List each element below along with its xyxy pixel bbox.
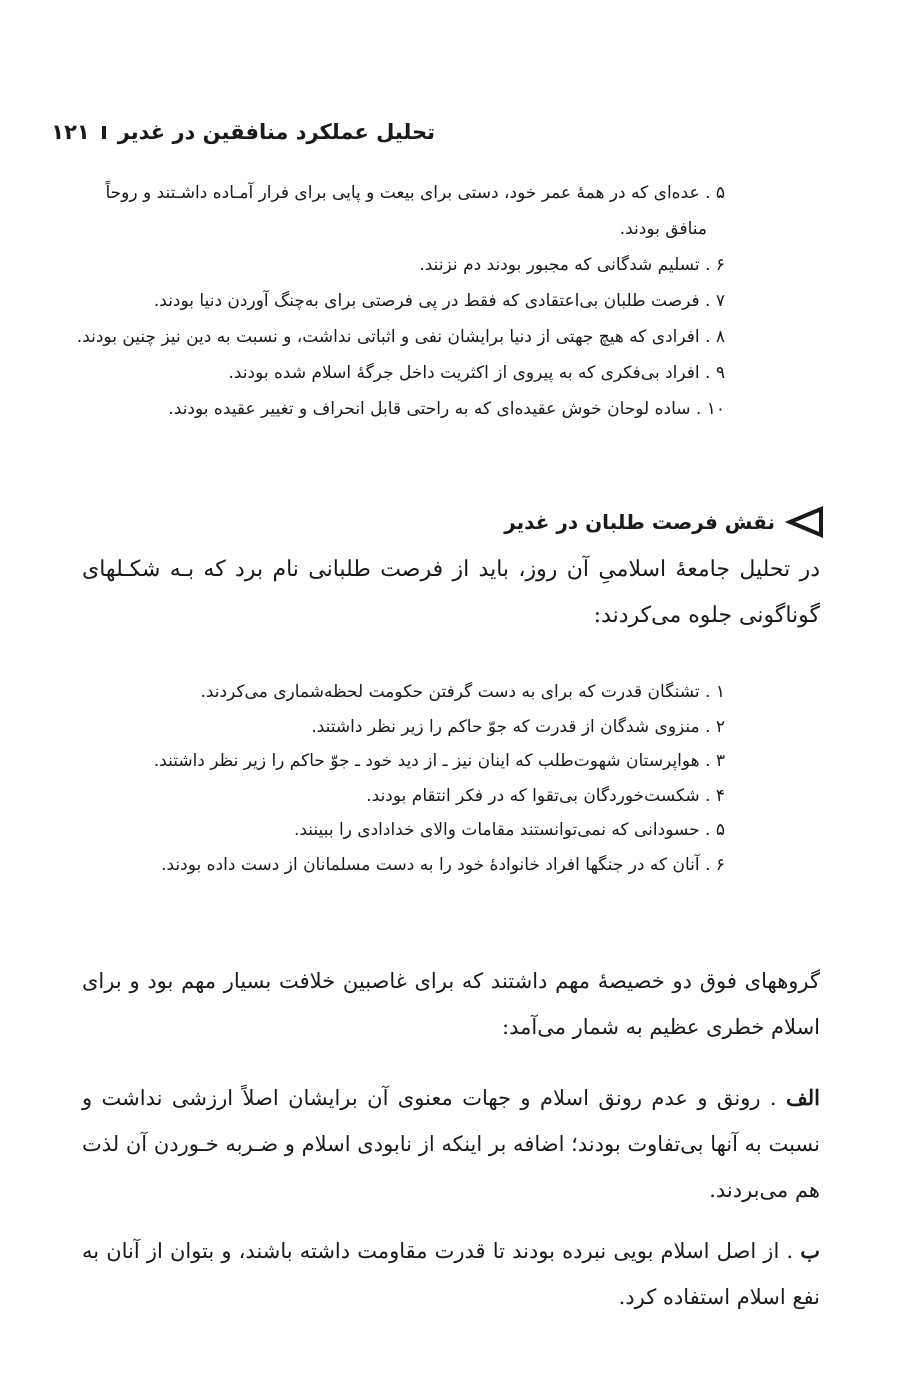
list-item: ۲ . منزوی شدگان از قدرت که جوّ حاکم را زیر نظر داشتند. [311, 716, 725, 737]
list-item: ۴ . شکست‌خوردگان بی‌تقوا که در فکر انتقام بودند. [366, 785, 725, 806]
list-hypocrite-types [76, 175, 725, 427]
list-item: ۱۰ . ساده لوحان خوش عقیده‌ای که به راحتی قابل انحراف و تغییر عقیده بودند. [168, 399, 725, 419]
list-item-continuation: منافق بودند. [619, 219, 707, 239]
triangle-marker-icon [785, 505, 825, 539]
page-number: ۱۲۱ [51, 120, 90, 144]
paragraph-label: ب [800, 1238, 820, 1263]
list-item: ۵ . عده‌ای که در همهٔ عمر خود، دستی برای بیعت و پایی برای فرار آمـاده داشـتند و روحاً [105, 183, 725, 203]
list-item: ۳ . هواپرستان شهوت‌طلب که اینان نیز ـ از دید خود ـ جوّ حاکم را زیر نظر داشتند. [153, 751, 725, 771]
paragraph-label: الف [786, 1085, 820, 1110]
paragraph-text: . از اصل اسلام بویی نبرده بودند تا قدرت مقاومت داشته باشند، و بتوان از آنان به نفع اسلام استفاده کرد. [82, 1239, 820, 1309]
paragraph-text: . رونق و عدم رونق اسلام و جهات معنوی آن برایشان اصلاً ارزشی نداشت و نسبت به آنها بی‌تفاوت بودند؛ اضافه بر اینکه از نابودی اسلام و ضـربه خـوردن آن لذت هم می‌بردند. [82, 1086, 820, 1202]
header-title: تحلیل عملکرد منافقین در غدیر [117, 120, 435, 144]
paragraph-two-traits: گروههای فوق دو خصیصهٔ مهم داشتند که برای غاصبین خلافت بسیار مهم بود و برای اسلام خطری عظیم به شمار می‌آمد: [82, 969, 820, 1039]
section-intro: در تحلیل جامعهٔ اسلامیِ آن روز، باید از فرصت طلبانی نام برد که بـه شکـلهای گوناگونی جلوه می‌کردند: [82, 557, 820, 628]
section-title: نقش فرصت طلبان در غدیر [504, 510, 775, 534]
list-item: ۷ . فرصت طلبان بی‌اعتقادی که فقط در پی فرصتی برای به‌چنگ آوردن دنیا بودند. [153, 291, 725, 311]
running-header [51, 112, 435, 152]
list-item: ۹ . افراد بی‌فکری که به پیروی از اکثریت داخل جرگهٔ اسلام شده بودند. [228, 363, 725, 383]
list-opportunist-types [140, 675, 725, 882]
list-item: ۵ . حسودانی که نمی‌توانستند مقامات والای خدادادی را ببینند. [293, 820, 725, 840]
header-square-separator-icon [102, 126, 106, 139]
list-item: ۱ . تشنگان قدرت که برای به دست گرفتن حکومت لحظه‌شماری می‌کردند. [200, 682, 725, 702]
paragraph-alef [82, 1075, 820, 1213]
section-heading [400, 500, 825, 544]
list-item: ۶ . آنان که در جنگها افراد خانوادهٔ خود را به دست مسلمانان از دست داده بودند. [161, 854, 725, 875]
paragraph-be [82, 1228, 820, 1320]
list-item: ۸ . افرادی که هیچ جهتی از دنیا برایشان نفی و اثباتی نداشت، و نسبت به دین نیز چنین بودند. [76, 327, 725, 347]
list-item: ۶ . تسلیم شدگانی که مجبور بودند دم نزنند. [419, 255, 725, 275]
